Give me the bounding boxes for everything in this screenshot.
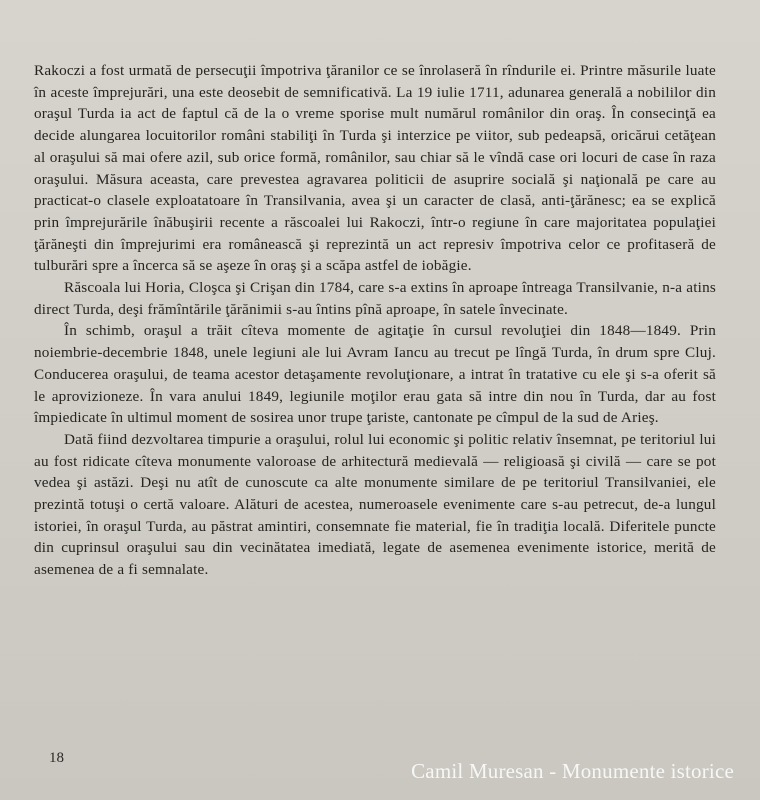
body-text: [34, 60, 716, 581]
paragraph: În schimb, oraşul a trăit cîteva momente de agitaţie în cursul revoluţiei din 1848—1849. Prin noiembrie-decembrie 1848, unele legiuni ale lui Avram Iancu au trecut pe lîngă Turda, în drum spre Cluj. Conducerea oraşului, de teama acestor detaşamente revoluţionare, a intrat în tratative cu ele şi s-a oferit să le aprovizioneze. În vara anului 1849, legiunile moţilor erau gata să intre din nou în Turda, dar au fost împiedicate în ultimul moment de sosirea unor trupe ţariste, cantonate pe cîmpul de la sud de Arieş.: [34, 322, 716, 427]
page-number: 18: [49, 750, 64, 766]
paragraph: Dată fiind dezvoltarea timpurie a oraşului, rolul lui economic şi politic relativ însemnat, pe teritoriul lui au fost ridicate cîteva monumente valoroase de arhitectură medievală — religioasă şi civilă — care se pot vedea şi astăzi. Deşi nu atît de cunoscute ca alte monumente similare de pe teritoriul Transilvaniei, ele prezintă totuşi o certă valoare. Alături de acestea, numeroasele evenimente care s-au petrecut, de-a lungul istoriei, în oraşul Turda, au păstrat amintiri, consemnate fie material, fie în tradiţia locală. Diferitele puncte din cuprinsul oraşului sau din vecinătatea imediată, legate de asemenea evenimente istorice, merită de asemenea de a fi semnalate.: [34, 430, 716, 579]
paragraph: Rakoczi a fost urmată de persecuţii împotriva ţăranilor ce se înrolaseră în rîndurile ei. Printre măsurile luate în aceste împrejurări, una este deosebit de semnificativă. La 19 iulie 1711, adunarea generală a nobililor din oraşul Turda ia act de faptul că de la o vreme sporise mult numărul românilor din oraş. În consecinţă ea decide alungarea locuitorilor români stabiliţi în Turda şi interzice pe viitor, sub pedeapsă, oricărui cetăţean al oraşului să mai ofere azil, sub orice formă, românilor, sau chiar să le vîndă case ori locuri de case în raza oraşului. Măsura aceasta, care prevestea agravarea politicii de asuprire socială şi naţională pe care au practicat-o clasele exploatatoare în Transilvania, avea şi un caracter de clasă, anti-ţărănesc; ea se explică prin împrejurările înăbuşirii recente a răscoalei lui Rakoczi, într-o regiune în care majoritatea populaţiei ţărăneşti din împrejurimi era românească şi reprezintă un act represiv împotriva celor ce profitaseră de tulburări spre a încerca să se aşeze în oraş şi a scăpa astfel de iobăgie.: [34, 62, 716, 275]
paragraph: Răscoala lui Horia, Cloşca şi Crişan din 1784, care s-a extins în aproape întreaga Transilvanie, n-a atins direct Turda, deşi frămîntările ţărănimii s-au întins pînă aproape, în satele învecinate.: [34, 279, 716, 318]
watermark: Camil Muresan - Monumente istorice: [411, 759, 734, 783]
